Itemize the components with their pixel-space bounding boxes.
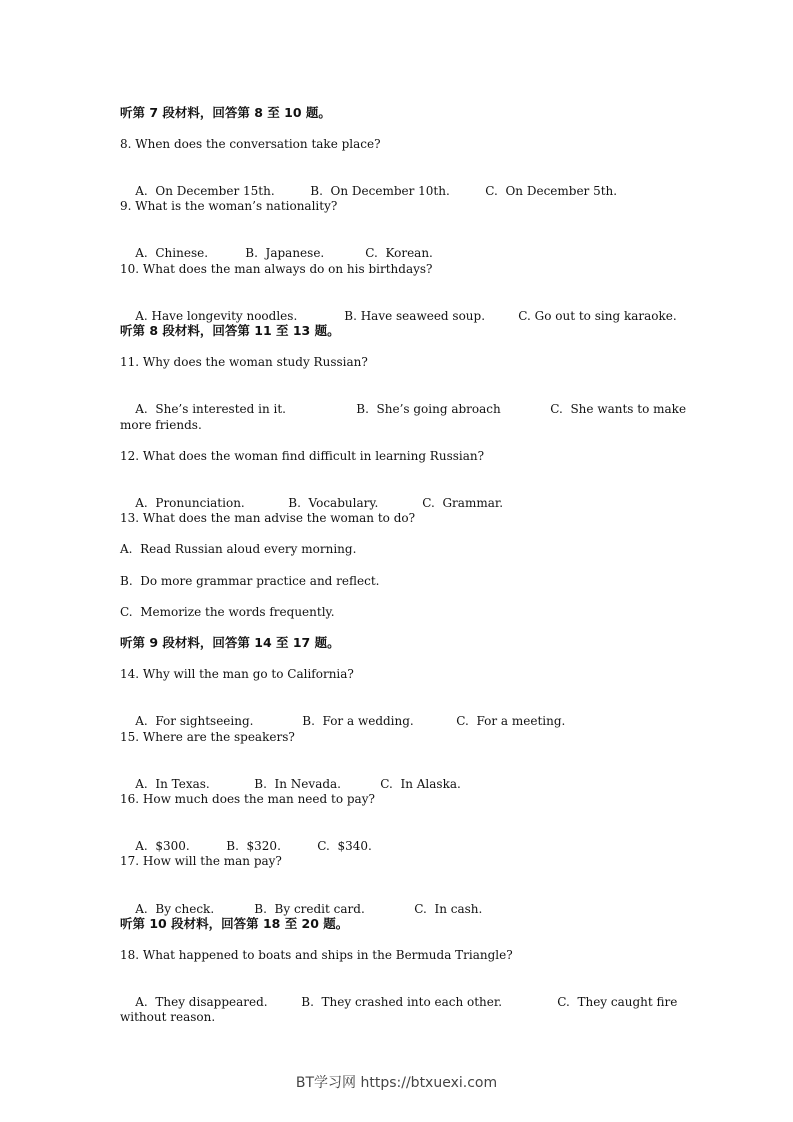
question-10-option-b: B. Have seaweed soup.: [344, 309, 486, 323]
question-11-stem: 11. Why does the woman study Russian?: [120, 355, 368, 369]
question-11-option-a: A. She’s interested in it.: [135, 402, 286, 416]
question-8-option-c: C. On December 5th.: [485, 184, 618, 198]
section-heading-9: 听第 9 段材料，回答第 14 至 17 题。: [120, 635, 340, 650]
question-17-stem: 17. How will the man pay?: [120, 854, 282, 868]
question-16-option-c: C. $340.: [317, 839, 372, 853]
question-15-stem: 15. Where are the speakers?: [120, 730, 295, 744]
question-10-option-a: A. Have longevity noodles.: [135, 309, 298, 323]
question-8-stem: 8. When does the conversation take place?: [120, 137, 381, 151]
question-18-option-c-continuation: without reason.: [120, 1010, 216, 1024]
question-12-option-c: C. Grammar.: [422, 496, 504, 510]
question-15-option-c: C. In Alaska.: [380, 777, 461, 791]
question-18-option-b: B. They crashed into each other.: [301, 995, 503, 1009]
question-18-stem: 18. What happened to boats and ships in the Bermuda Triangle?: [120, 948, 513, 962]
question-9-stem: 9. What is the woman’s nationality?: [120, 199, 338, 213]
section-heading-7: 听第 7 段材料，回答第 8 至 10 题。: [120, 105, 331, 120]
question-15-option-a: A. In Texas.: [135, 777, 210, 791]
question-12-option-b: B. Vocabulary.: [288, 496, 379, 510]
question-13-option-b: B. Do more grammar practice and reflect.: [120, 574, 380, 588]
question-9-option-a: A. Chinese.: [135, 246, 209, 260]
question-9-option-b: B. Japanese.: [245, 246, 325, 260]
question-13-stem: 13. What does the man advise the woman to do?: [120, 511, 416, 525]
question-11-option-b: B. She’s going abroach: [356, 402, 501, 416]
question-8-option-a: A. On December 15th.: [135, 184, 275, 198]
question-8-option-b: B. On December 10th.: [310, 184, 450, 198]
question-16-stem: 16. How much does the man need to pay?: [120, 792, 375, 806]
question-16-option-b: B. $320.: [226, 839, 281, 853]
question-12-stem: 12. What does the woman find difficult in learning Russian?: [120, 449, 485, 463]
question-10-stem: 10. What does the man always do on his birthdays?: [120, 262, 433, 276]
question-17-option-c: C. In cash.: [414, 902, 483, 916]
question-12-option-a: A. Pronunciation.: [135, 496, 245, 510]
question-13-option-a: A. Read Russian aloud every morning.: [120, 542, 357, 556]
section-heading-10: 听第 10 段材料，回答第 18 至 20 题。: [120, 916, 349, 931]
question-16-option-a: A. $300.: [135, 839, 190, 853]
question-11-option-c-continuation: more friends.: [120, 418, 202, 432]
question-18-option-a: A. They disappeared.: [135, 995, 268, 1009]
question-18-option-c: C. They caught fire: [557, 995, 678, 1009]
question-14-option-c: C. For a meeting.: [456, 714, 566, 728]
section-heading-8: 听第 8 段材料，回答第 11 至 13 题。: [120, 323, 340, 338]
question-15-option-b: B. In Nevada.: [254, 777, 341, 791]
question-11-option-c: C. She wants to make: [550, 402, 687, 416]
footer-watermark: BT学习网 https://btxuexi.com: [295, 1075, 498, 1091]
question-14-option-a: A. For sightseeing.: [135, 714, 254, 728]
question-17-option-a: A. By check.: [135, 902, 215, 916]
question-13-option-c: C. Memorize the words frequently.: [120, 605, 335, 619]
question-9-option-c: C. Korean.: [365, 246, 433, 260]
question-14-option-b: B. For a wedding.: [302, 714, 414, 728]
question-14-stem: 14. Why will the man go to California?: [120, 667, 354, 681]
question-10-option-c: C. Go out to sing karaoke.: [518, 309, 677, 323]
question-17-option-b: B. By credit card.: [254, 902, 365, 916]
